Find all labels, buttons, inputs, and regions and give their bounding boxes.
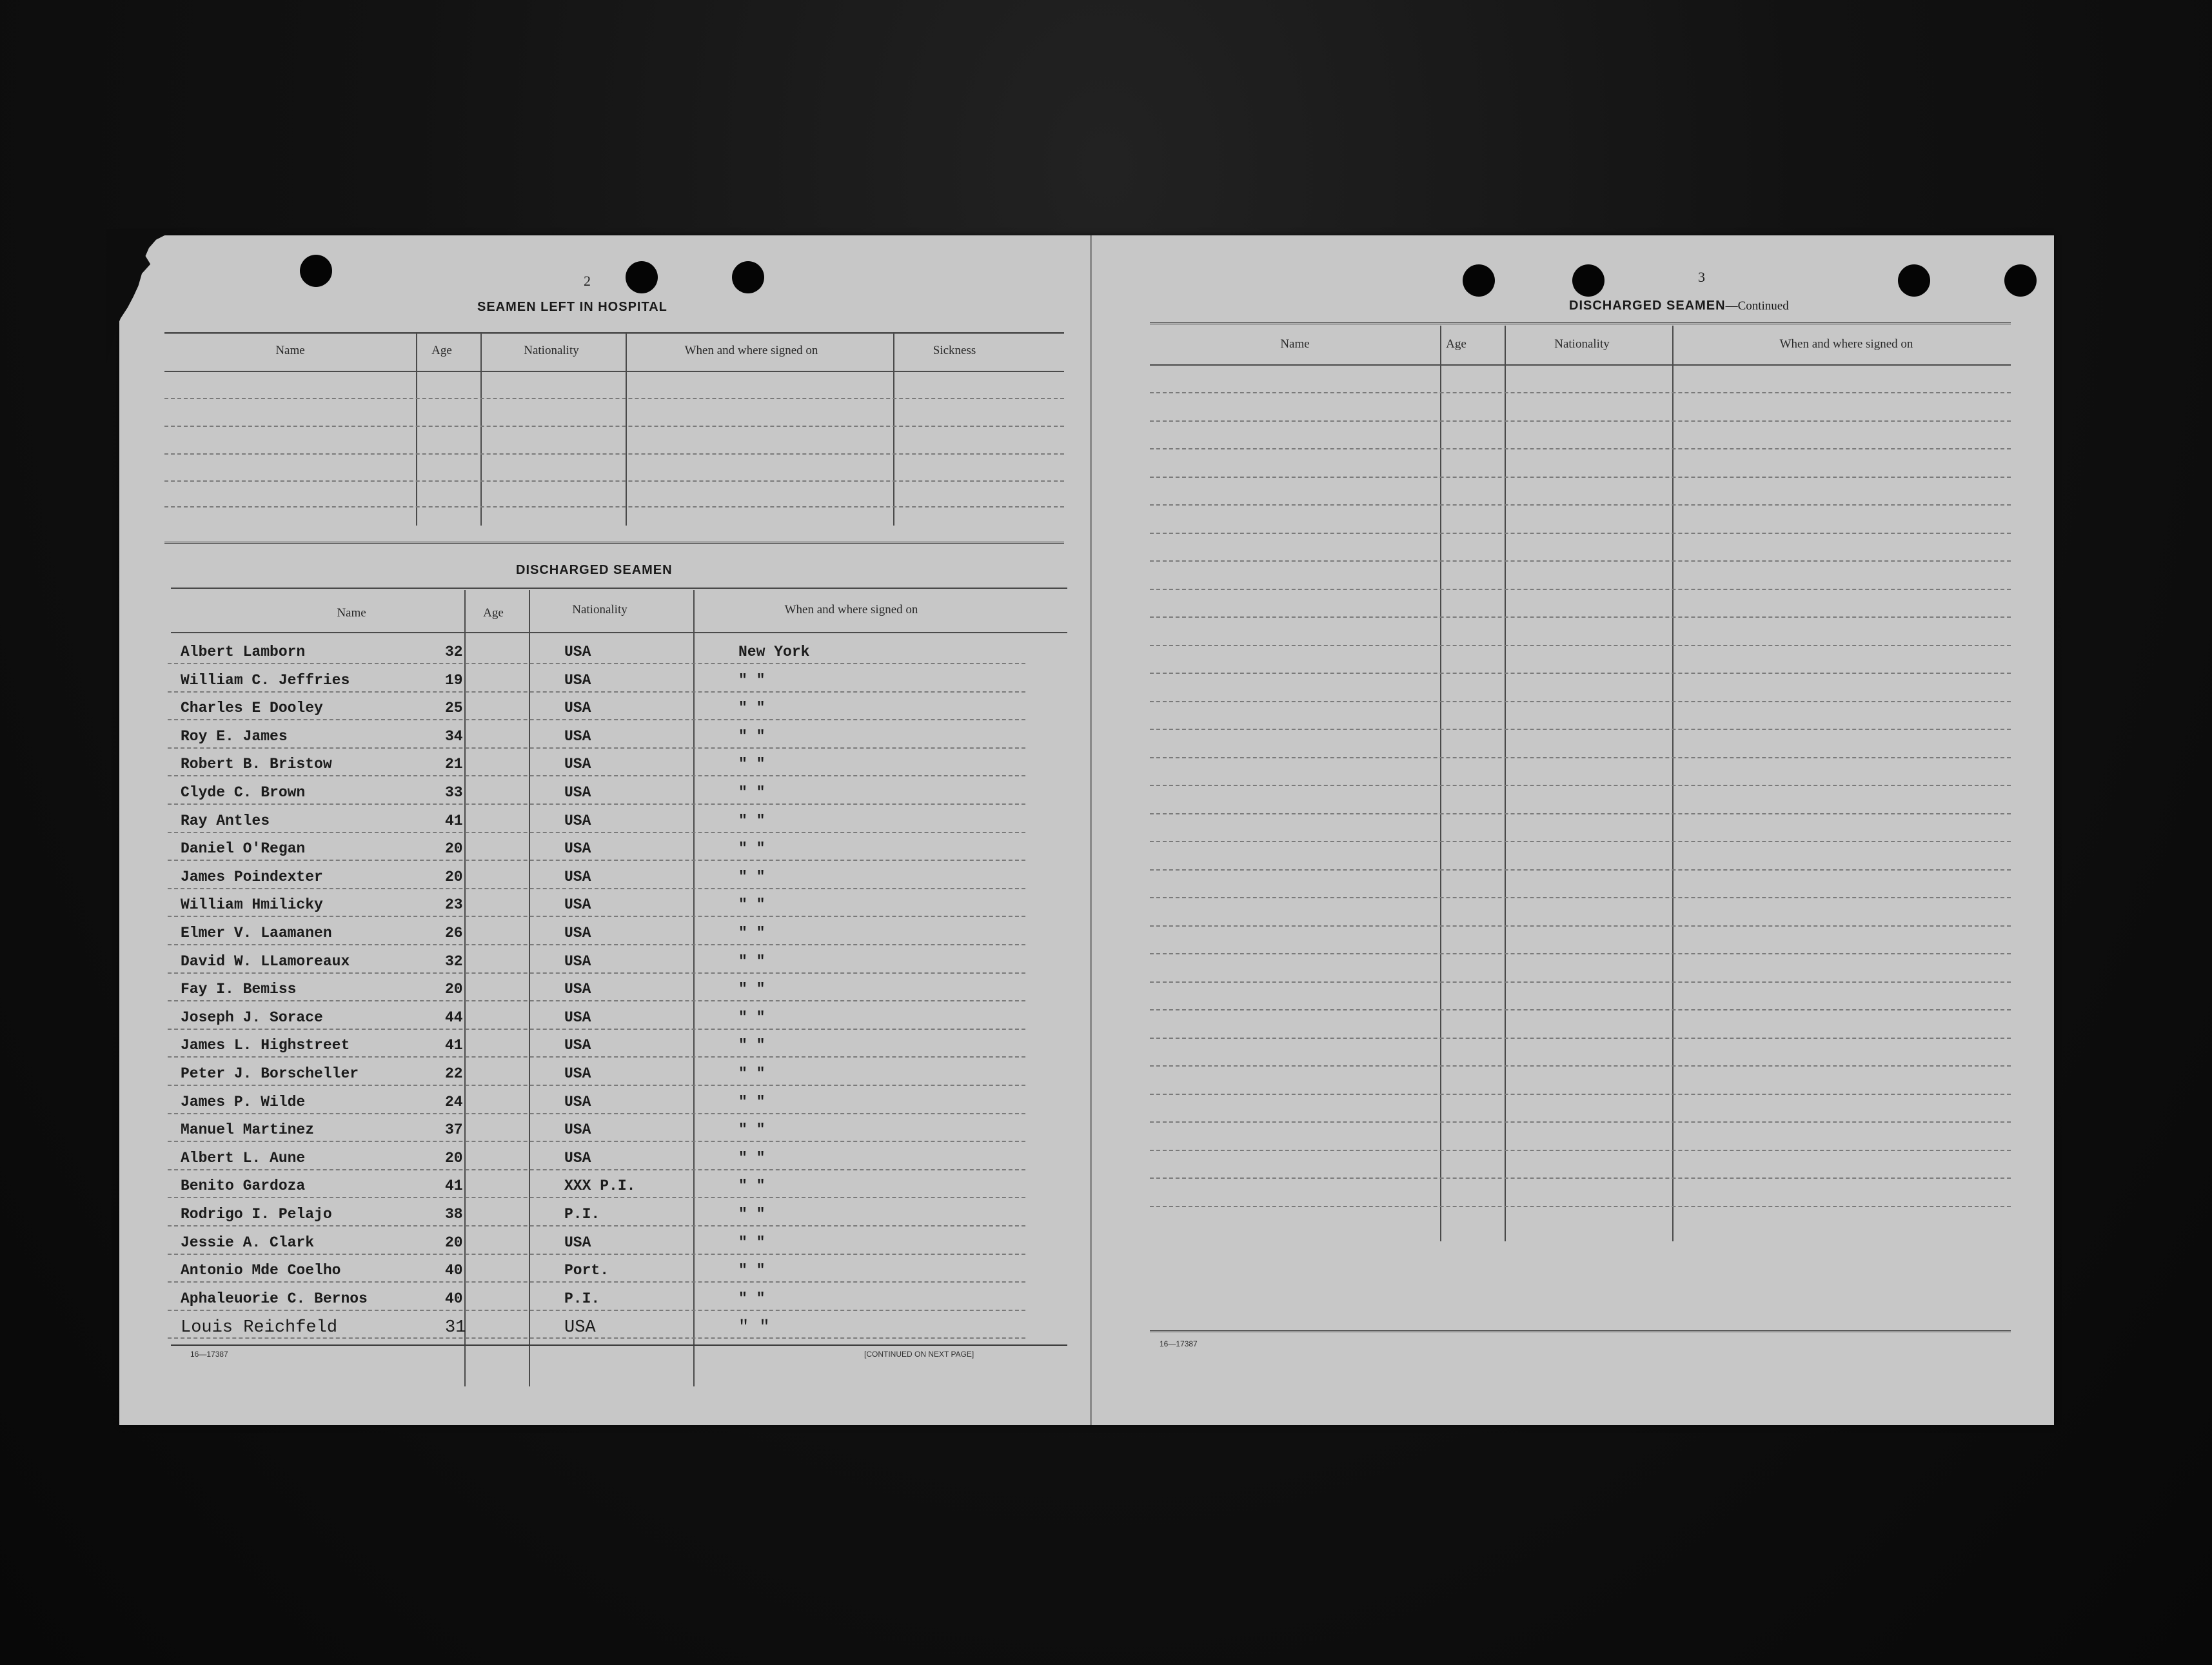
header-rule [171,632,1067,633]
row-line [1150,953,2011,954]
seaman-age: 20 [445,1149,463,1167]
column-divider [893,332,894,526]
row-line [1150,420,2011,422]
title-suffix: —Continued [1725,299,1789,313]
page-number: 2 [584,273,591,289]
seaman-signed-on: " " [738,700,765,717]
seaman-name: Charles E Dooley [181,700,323,717]
row-line [1150,1150,2011,1151]
seaman-nationality: USA [564,981,591,998]
seaman-nationality: USA [564,1149,591,1167]
seaman-age: 31 [445,1318,466,1338]
row-line [1150,981,2011,983]
seaman-name: Fay I. Bemiss [181,981,297,998]
row-line [1150,616,2011,618]
seaman-age: 38 [445,1206,463,1223]
table-row [119,920,1090,948]
seaman-nationality: USA [564,896,591,914]
seaman-age: 26 [445,925,463,941]
col-header-age: Age [483,606,504,620]
seaman-name: James P. Wilde [181,1093,306,1110]
col-header-nationality: Nationality [1554,337,1610,351]
row-line [1150,1177,2011,1179]
row-line [1150,1065,2011,1067]
seaman-age: 25 [445,700,463,717]
right-page [1090,235,2056,1425]
seaman-name: James Poindexter [181,868,323,885]
seaman-signed-on: " " [738,952,765,970]
col-header-name: Name [275,344,305,357]
column-divider [416,332,417,526]
seaman-nationality: USA [564,1234,591,1251]
seaman-age: 44 [445,1009,463,1026]
continued-note: [CONTINUED ON NEXT PAGE] [864,1350,974,1359]
punch-hole [1463,264,1495,297]
row-line [1150,504,2011,506]
seaman-age: 32 [445,644,463,660]
row-line [168,1225,1025,1227]
seaman-name: Peter J. Borscheller [181,1065,359,1082]
seaman-age: 32 [445,952,463,970]
seaman-name: Antonio Mde Coelho [181,1262,341,1279]
row-line [168,1113,1025,1114]
table-row [119,1145,1090,1173]
seaman-nationality: Port. [564,1262,609,1279]
seaman-age: 20 [445,1234,463,1251]
punch-hole [1572,264,1605,297]
seaman-signed-on: " " [738,671,765,689]
seaman-age: 19 [445,671,463,689]
row-line [1150,897,2011,898]
seaman-signed-on: " " [738,1318,770,1338]
seaman-age: 24 [445,1093,463,1110]
seaman-name: Joseph J. Sorace [181,1009,323,1026]
row-line [168,1169,1025,1170]
col-header-age: Age [431,344,452,357]
row-line [1150,392,2011,393]
left-page [119,235,1090,1425]
row-line [168,691,1025,693]
row-line [168,1337,1025,1339]
seaman-signed-on: " " [738,1149,765,1167]
seaman-name: Jessie A. Clark [181,1234,315,1251]
table-row [119,835,1090,863]
seaman-signed-on: " " [738,868,765,885]
seaman-age: 22 [445,1065,463,1082]
row-line [1150,701,2011,702]
seaman-name: Roy E. James [181,727,288,745]
row-line [1150,560,2011,562]
seaman-nationality: USA [564,1121,591,1139]
table-row [119,1201,1090,1229]
table-rule [1150,1330,2011,1332]
seaman-signed-on: " " [738,896,765,914]
table-rule [171,1344,1067,1346]
seaman-name: David W. LLamoreaux [181,952,350,970]
seaman-name: Albert L. Aune [181,1149,306,1167]
seaman-name: William C. Jeffries [181,671,350,689]
seaman-age: 21 [445,756,463,773]
seaman-signed-on: " " [738,1262,765,1279]
col-header-sickness: Sickness [933,344,976,357]
seaman-name: Clyde C. Brown [181,784,306,801]
seaman-signed-on: " " [738,812,765,829]
seaman-name: James L. Highstreet [181,1037,350,1054]
seaman-signed-on: " " [738,1037,765,1054]
table-row [119,723,1090,751]
document-sheet [119,235,2054,1425]
seaman-nationality: USA [564,1037,591,1054]
title-text: DISCHARGED SEAMEN [1569,299,1726,313]
row-line [168,888,1025,889]
seaman-age: 40 [445,1290,463,1307]
row-line [168,860,1025,861]
seaman-name: Manuel Martinez [181,1121,315,1139]
seaman-age: 20 [445,840,463,858]
col-header-nationality: Nationality [572,603,627,616]
row-line [1150,589,2011,590]
seaman-nationality: USA [564,644,591,660]
seaman-nationality: USA [564,868,591,885]
table-row [119,807,1090,836]
col-header-signed-on: When and where signed on [684,344,818,357]
seaman-signed-on: " " [738,1065,765,1082]
seaman-age: 37 [445,1121,463,1139]
seaman-name: Elmer V. Laamanen [181,925,332,941]
column-divider [1672,326,1674,1241]
row-line [1150,813,2011,814]
seaman-name: Louis Reichfeld [181,1318,338,1338]
row-line [168,775,1025,776]
row-line [168,1281,1025,1283]
discharged-section-title: DISCHARGED SEAMEN [516,563,673,577]
row-line [168,972,1025,974]
col-header-signed-on: When and where signed on [784,603,918,616]
col-header-nationality: Nationality [524,344,579,357]
seaman-age: 34 [445,727,463,745]
row-line [1150,477,2011,478]
punch-hole [2004,264,2037,297]
row-line [168,719,1025,720]
hospital-section-title: SEAMEN LEFT IN HOSPITAL [477,300,667,314]
seaman-nationality: XXX P.I. [564,1177,636,1195]
table-row [119,1116,1090,1145]
form-number: 16—17387 [1160,1339,1198,1348]
seaman-signed-on: " " [738,784,765,801]
row-line [168,944,1025,945]
seaman-age: 41 [445,812,463,829]
table-row [119,695,1090,723]
table-row [119,638,1090,667]
seaman-name: Aphaleuorie C. Bernos [181,1290,368,1307]
row-line [1150,448,2011,449]
row-line [168,803,1025,805]
seaman-signed-on: " " [738,1009,765,1026]
row-line [1150,757,2011,758]
header-rule [164,371,1064,372]
table-row [119,1172,1090,1201]
table-row [119,1004,1090,1032]
row-line [168,1000,1025,1001]
seaman-name: Robert B. Bristow [181,756,332,773]
col-header-signed-on: When and where signed on [1779,337,1913,351]
table-row [119,1313,1090,1341]
seaman-signed-on: " " [738,1093,765,1110]
header-rule [1150,364,2011,366]
seaman-age: 33 [445,784,463,801]
seaman-age: 23 [445,896,463,914]
seaman-name: Daniel O'Regan [181,840,306,858]
row-line [1150,533,2011,534]
row-line [1150,1206,2011,1207]
seaman-age: 20 [445,981,463,998]
table-row [119,1089,1090,1117]
page-number: 3 [1698,269,1705,285]
row-line [168,747,1025,749]
table-row [119,1285,1090,1314]
row-line [164,398,1064,399]
table-row [119,779,1090,807]
row-line [1150,841,2011,842]
row-line [168,1197,1025,1198]
row-line [168,1141,1025,1142]
row-line [168,1310,1025,1311]
seaman-age: 41 [445,1177,463,1195]
seaman-nationality: USA [564,925,591,941]
row-line [1150,925,2011,927]
row-line [1150,869,2011,871]
seaman-signed-on: New York [738,644,810,660]
seaman-nationality: USA [564,700,591,717]
table-row [119,1032,1090,1060]
punch-hole [300,255,332,287]
seaman-age: 20 [445,868,463,885]
seaman-signed-on: " " [738,1121,765,1139]
seaman-nationality: USA [564,671,591,689]
seaman-nationality: USA [564,756,591,773]
row-line [1150,645,2011,646]
table-row [119,863,1090,892]
seaman-nationality: USA [564,1009,591,1026]
seaman-signed-on: " " [738,981,765,998]
row-line [168,1029,1025,1030]
row-line [1150,1094,2011,1095]
seaman-signed-on: " " [738,1177,765,1195]
seaman-signed-on: " " [738,727,765,745]
form-number: 16—17387 [190,1350,228,1359]
row-line [164,426,1064,427]
seaman-nationality: USA [564,727,591,745]
seaman-nationality: USA [564,1093,591,1110]
column-divider [1440,326,1441,1241]
row-line [168,1085,1025,1086]
seaman-signed-on: " " [738,1234,765,1251]
row-line [168,916,1025,917]
seaman-nationality: USA [564,784,591,801]
seaman-name: Rodrigo I. Pelajo [181,1206,332,1223]
row-line [168,663,1025,664]
row-line [164,506,1064,507]
table-row [119,667,1090,695]
col-header-name: Name [1280,337,1310,351]
seaman-name: Benito Gardoza [181,1177,306,1195]
row-line [1150,785,2011,786]
row-line [1150,729,2011,730]
seaman-age: 40 [445,1262,463,1279]
table-rule [164,332,1064,334]
column-divider [626,332,627,526]
table-row [119,891,1090,920]
row-line [164,453,1064,455]
seaman-nationality: P.I. [564,1290,600,1307]
column-divider [480,332,482,526]
row-line [168,1254,1025,1255]
row-line [1150,673,2011,674]
seaman-nationality: USA [564,1318,596,1338]
seaman-signed-on: " " [738,756,765,773]
seaman-name: Ray Antles [181,812,270,829]
discharged-continued-title [1569,299,1789,313]
seaman-signed-on: " " [738,1290,765,1307]
row-line [168,1056,1025,1058]
punch-hole [626,261,658,293]
table-rule [164,542,1064,544]
row-line [1150,1009,2011,1010]
col-header-name: Name [337,606,366,620]
seaman-nationality: USA [564,812,591,829]
seaman-name: Albert Lamborn [181,644,306,660]
seaman-name: William Hmilicky [181,896,323,914]
row-line [168,832,1025,833]
row-line [1150,1121,2011,1123]
seaman-signed-on: " " [738,840,765,858]
punch-hole [732,261,764,293]
seaman-nationality: USA [564,1065,591,1082]
col-header-age: Age [1446,337,1466,351]
table-rule [1150,322,2011,324]
column-divider [1505,326,1506,1241]
table-row [119,1257,1090,1285]
seaman-nationality: P.I. [564,1206,600,1223]
table-rule [171,587,1067,589]
table-row [119,1229,1090,1257]
seaman-signed-on: " " [738,925,765,941]
table-row [119,948,1090,976]
table-row [119,1060,1090,1089]
seaman-age: 41 [445,1037,463,1054]
punch-hole [1898,264,1930,297]
table-row [119,976,1090,1004]
seaman-signed-on: " " [738,1206,765,1223]
seaman-nationality: USA [564,840,591,858]
table-row [119,751,1090,779]
row-line [1150,1038,2011,1039]
seaman-nationality: USA [564,952,591,970]
row-line [164,480,1064,482]
